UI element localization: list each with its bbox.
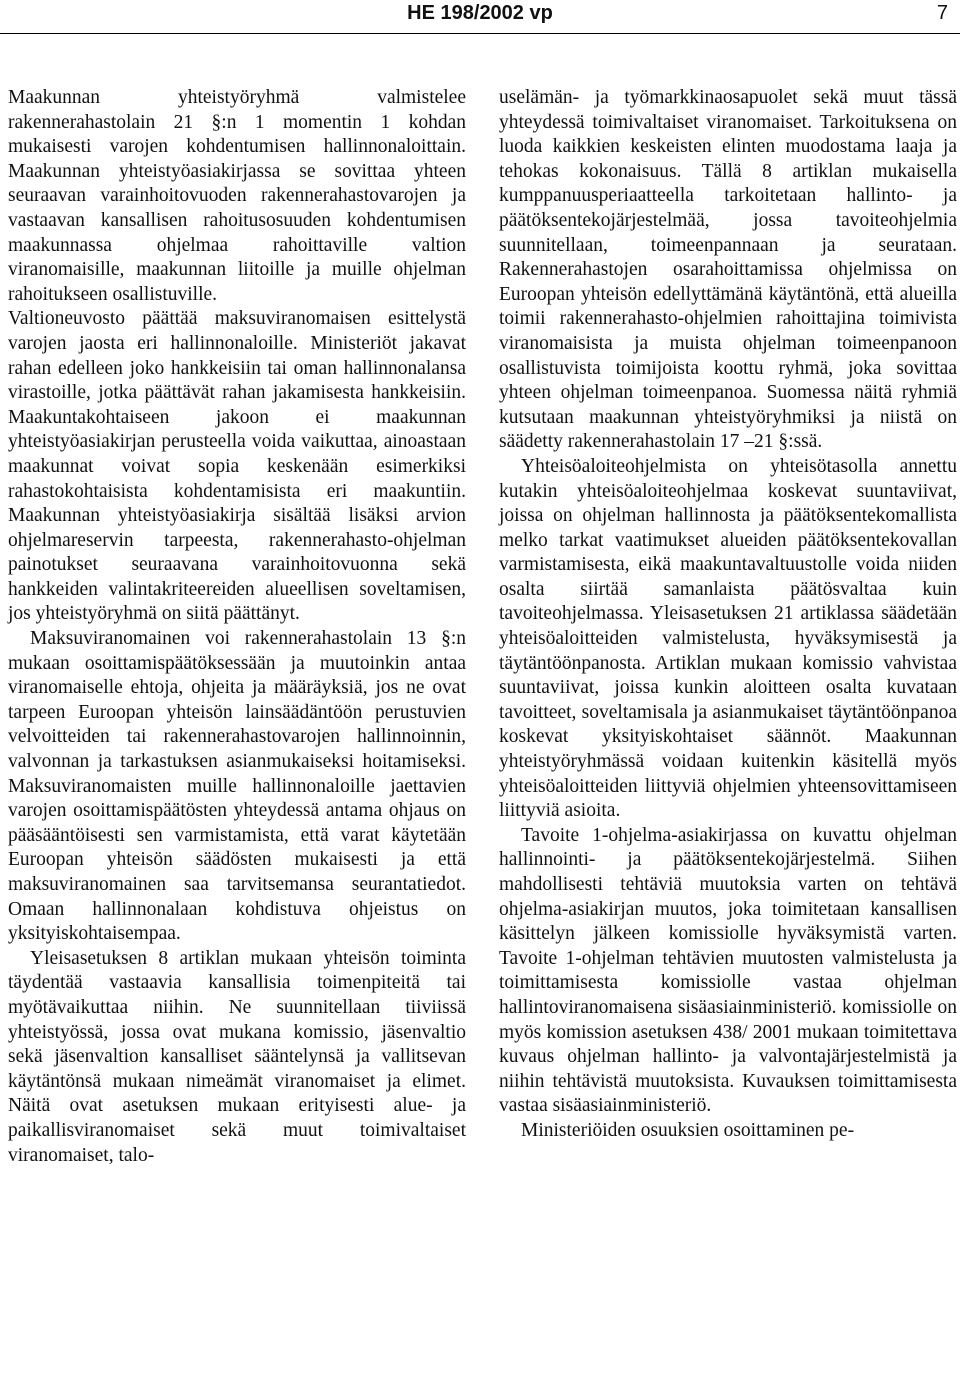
paragraph: uselämän- ja työmarkkinaosapuolet sekä muut tässä yhteydessä toimivaltaiset viranomaiset. Tarkoituksena on luoda kaikkien keskeisten elinten muodostama laaja ja tehokas kokonaisuus. Tällä 8 artiklan mukaisella kumppanuusperiaatteella tarkoitetaan hallinto- ja päätöksentekojärjestelmää, jossa tavoiteohjelmia suunnitellaan, toimeenpannaan ja seurataan. Rakennerahastojen osarahoittamissa ohjelmissa on Euroopan yhteisön edellyttämänä käytäntönä, että alueilla toimii rakennerahasto-ohjelmien rahoittajina toimivista viranomaisista ja muista ohjelman toimeenpanoon osallistuvista toimijoista koottu ryhmä, joka sovittaa yhteen ohjelman toimeenpanoa. Suomessa näitä ryhmiä kutsutaan maakunnan yhteistyöryhmiksi ja niistä on säädetty rakennerahastolain 17 –21 §:ssä. [499, 87, 957, 453]
paragraph: Yhteisöaloiteohjelmista on yhteisötasolla annettu kutakin yhteisöaloiteohjelmaa koskevat suuntaviivat, joissa on ohjelman hallinnosta ja päätöksentekomallista melko tarkat vaatimukset alueiden päätöksentekovallan varmistamisesta, eikä maakuntavaltuustolle voida niiden osalta siirtää samanlaista päätösvaltaa kuin tavoiteohjelmassa. Yleisasetuksen 21 artiklassa säädetään yhteisöaloitteiden valmistelusta, hyväksymisestä ja täytäntöönpanosta. Artiklan mukaan komissio vahvistaa suuntaviivat, joissa kunkin aloitteen osalta kuvataan tavoitteet, soveltamisala ja asianmukaiset täytäntöönpanoa koskevat yksityiskohtaiset säännöt. Maakunnan yhteistyöryhmässä voidaan kuitenkin käsitellä myös yhteisöaloitteiden liittyviä ohjelmien yhteensovittamiseen liittyviä asioita. [499, 455, 957, 822]
paragraph: Yleisasetuksen 8 artiklan mukaan yhteisön toiminta täydentää vastaavia kansallisia toimenpiteitä tai myötävaikuttaa niihin. Ne suunnitellaan tiiviissä yhteistyössä, jossa ovat mukana komissio, jäsenvaltio sekä jäsenvaltion kansalliset sääntelynsä ja vallitsevan käytäntönsä mukaan nimeämät viranomaiset ja elimet. Näitä ovat asetuksen mukaan erityisesti alue- ja paikallisviranomaiset sekä muut toimivaltaiset viranomaiset, talo- [8, 947, 466, 1166]
page-header [0, 0, 960, 36]
left-column [8, 86, 466, 1168]
paragraph: Maksuviranomainen voi rakennerahastolain 13 §:n mukaan osoittamispäätöksessään ja muutoinkin antaa viranomaiselle ehtoja, ohjeita ja määräyksiä, jos ne ovat tarpeen Euroopan yhteisön lainsäädäntöön perustuvien velvoitteiden tai rakennerahastovarojen hallinnoinnin, valvonnan ja tarkastuksen asianmukaiseksi hoitamiseksi. Maksuviranomaisten muille hallinnonaloille jaettavien varojen osoittamispäätösten yhteydessä antama ohjaus on pääsääntöisesti sen varmistamista, että varat käytetään Euroopan yhteisön säädösten mukaisesti ja että maksuviranomainen saa tarvitsemansa seurantatiedot. Omaan hallinnonalaan kohdistuva ohjeistus on yksityiskohtaisempaa. [8, 628, 466, 945]
paragraph: Valtioneuvosto päättää maksuviranomaisen esittelystä varojen jaosta eri hallinnonaloille. Ministeriöt jakavat rahan edelleen joko hankkeisiin tai oman hallinnonalansa virastoille, jotka päättävät rahan jakamisesta hankkeisiin. Maakuntakohtaiseen jakoon ei maakunnan yhteistyöasiakirjan perusteella voida vaikuttaa, ainoastaan maakunnat voivat sopia keskenään esimerkiksi rahastokohtaisista kohdentamisista eri maakuntiin. Maakunnan yhteistyöasiakirja sisältää lisäksi arvion ohjelmareservin tarpeesta, rakennerahasto-ohjelman painotukset seuraavana varainhoitovuonna sekä hankkeiden valintakriteereiden alueellisen soveltamisen, jos yhteistyöryhmä on siitä päättänyt. [8, 308, 466, 625]
paragraph: Tavoite 1-ohjelma-asiakirjassa on kuvattu ohjelman hallinnointi- ja päätöksentekojärjestelmä. Siihen mahdollisesti tehtäviä muutoksia varten on tehtävä ohjelma-asiakirjan muutos, joka toimitetaan kansallisen käsittelyn jälkeen komissiolle hyväksymistä varten. Tavoite 1-ohjelman tehtävien muutosten valmistelusta ja toimittamisesta komissiolle vastaa ohjelman hallintoviranomaisena sisäasiainministeriö. komissiolle on myös komission asetuksen 438/ 2001 mukaan toimitettava kuvaus ohjelman hallinto- ja valvontajärjestelmistä ja niihin tehtävistä muutoksista. Kuvauksen toimittamisesta vastaa sisäasiainministeriö. [499, 824, 957, 1117]
page-number: 7 [936, 2, 948, 24]
document-id: HE 198/2002 vp [407, 2, 553, 24]
paragraph: Ministeriöiden osuuksien osoittaminen pe- [521, 1119, 855, 1141]
header-rule [0, 33, 960, 34]
right-column [499, 86, 957, 1144]
paragraph: Maakunnan yhteistyöryhmä valmistelee rakennerahastolain 21 §:n 1 momentin 1 kohdan mukaisesti varojen kohdentumisen hallinnonaloittain. Maakunnan yhteistyöasiakirjassa se sovittaa yhteen seuraavan varainhoitovuoden rakennerahastovarojen ja vastaavan kansallisen rahoitusosuuden kohdentumisen maakunnassa ohjelmaa rahoittaville valtion viranomaisille, maakunnan liitoille ja muille ohjelman rahoitukseen osallistuville. [8, 87, 466, 305]
